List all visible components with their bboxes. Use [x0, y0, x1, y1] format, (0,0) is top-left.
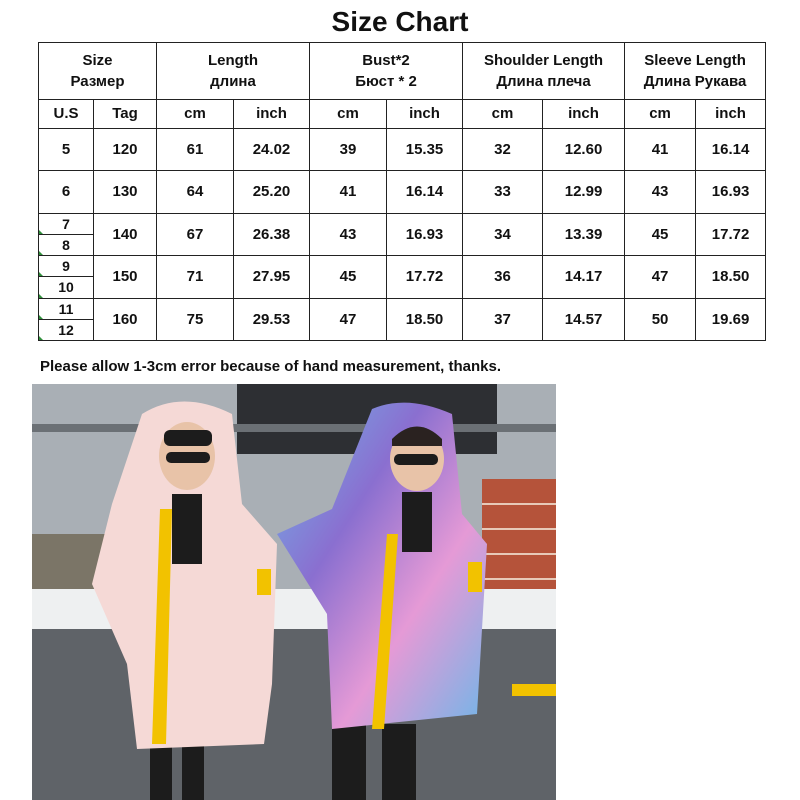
length-cm-cell: 71: [157, 256, 234, 298]
sleeve-cm-cell: 47: [625, 256, 696, 298]
subheader-bust-cm: cm: [310, 99, 387, 128]
sleeve-cm-cell: 43: [625, 171, 696, 213]
sleeve-cm-cell: 41: [625, 128, 696, 170]
table-row: [39, 171, 766, 213]
cell-corner-marker: [39, 251, 43, 255]
cell-corner-marker: [39, 272, 43, 276]
length-inch-cell: 27.95: [234, 256, 310, 298]
sleeve-header-en: Sleeve Length: [644, 51, 746, 69]
length-inch-cell: 29.53: [234, 298, 310, 340]
subheader-length-cm: cm: [157, 99, 234, 128]
length-inch-cell: 25.20: [234, 171, 310, 213]
sleeve-inch-cell: 19.69: [696, 298, 766, 340]
bust-inch-cell: 16.14: [387, 171, 463, 213]
bust-header-en: Bust*2: [362, 51, 410, 69]
subheader-bust-inch: inch: [387, 99, 463, 128]
size-chart-table: [38, 42, 766, 341]
subheader-shoulder-inch: inch: [543, 99, 625, 128]
sleeve-inch-cell: 18.50: [696, 256, 766, 298]
length-inch-cell: 26.38: [234, 213, 310, 255]
page-title: Size Chart: [331, 6, 469, 37]
bust-inch-cell: 18.50: [387, 298, 463, 340]
shoulder-inch-cell: 13.39: [543, 213, 625, 255]
us-size-cell: 7: [39, 213, 94, 234]
boy-sweater: [402, 492, 432, 552]
us-size-cell: 6: [39, 171, 94, 213]
bust-header: [310, 43, 463, 100]
us-size-cell: 12: [39, 319, 94, 340]
length-cm-cell: 61: [157, 128, 234, 170]
sleeve-header-ru: Длина Рукава: [643, 72, 747, 90]
bust-inch-cell: 16.93: [387, 213, 463, 255]
product-photo: [32, 384, 556, 800]
us-size-cell: 8: [39, 234, 94, 255]
tag-cell: 150: [94, 256, 157, 298]
subheader-us: U.S: [39, 99, 94, 128]
boy-sleeve-patch: [468, 562, 482, 592]
shoulder-cm-cell: 34: [463, 213, 543, 255]
subheader-tag: Tag: [94, 99, 157, 128]
tag-cell: 120: [94, 128, 157, 170]
subheader-shoulder-cm: cm: [463, 99, 543, 128]
bust-cm-cell: 45: [310, 256, 387, 298]
bust-inch-cell: 17.72: [387, 256, 463, 298]
us-size-cell: 11: [39, 298, 94, 319]
us-size-cell: 10: [39, 277, 94, 298]
table-row: [39, 256, 766, 277]
shoulder-inch-cell: 14.17: [543, 256, 625, 298]
size-header: [39, 43, 157, 100]
shoulder-inch-cell: 12.99: [543, 171, 625, 213]
shoulder-inch-cell: 12.60: [543, 128, 625, 170]
shoulder-cm-cell: 36: [463, 256, 543, 298]
shoulder-cm-cell: 32: [463, 128, 543, 170]
shoulder-header: [463, 43, 625, 100]
size-header-ru: Размер: [70, 72, 125, 90]
table-row: [39, 298, 766, 319]
tag-cell: 130: [94, 171, 157, 213]
table-row: [39, 213, 766, 234]
table-row: [39, 128, 766, 170]
subheader-length-inch: inch: [234, 99, 310, 128]
shoulder-header-en: Shoulder Length: [483, 51, 604, 69]
us-size-cell: 9: [39, 256, 94, 277]
girl-sweater: [172, 494, 202, 564]
length-inch-cell: 24.02: [234, 128, 310, 170]
bust-header-ru: Бюст * 2: [355, 72, 417, 90]
header-row: [39, 43, 766, 100]
shoulder-cm-cell: 37: [463, 298, 543, 340]
girl-cap: [164, 430, 212, 446]
shoulder-inch-cell: 14.57: [543, 298, 625, 340]
length-header-ru: длина: [210, 72, 256, 90]
girl-sleeve-patch: [257, 569, 271, 595]
shoulder-cm-cell: 33: [463, 171, 543, 213]
photo-yellow-bar: [512, 684, 556, 696]
cell-corner-marker: [39, 294, 43, 298]
shoulder-header-ru: Длина плеча: [496, 72, 591, 90]
length-header-en: Length: [208, 51, 258, 69]
subheader-row: [39, 99, 766, 128]
kids-coat-photo: [32, 384, 556, 800]
us-size-cell: 5: [39, 128, 94, 170]
bust-inch-cell: 15.35: [387, 128, 463, 170]
cell-corner-marker: [39, 336, 43, 340]
length-header: [157, 43, 310, 100]
cell-corner-marker: [39, 230, 43, 234]
boy-sunglasses: [394, 454, 438, 465]
sleeve-cm-cell: 50: [625, 298, 696, 340]
sleeve-inch-cell: 16.93: [696, 171, 766, 213]
length-cm-cell: 64: [157, 171, 234, 213]
sleeve-header: [625, 43, 766, 100]
size-rows: [39, 128, 766, 340]
subheader-sleeve-inch: inch: [696, 99, 766, 128]
sleeve-inch-cell: 17.72: [696, 213, 766, 255]
length-cm-cell: 67: [157, 213, 234, 255]
size-header-en: Size: [82, 51, 113, 69]
bust-cm-cell: 39: [310, 128, 387, 170]
subheader-sleeve-cm: cm: [625, 99, 696, 128]
tag-cell: 160: [94, 298, 157, 340]
measurement-note: Please allow 1-3cm error because of hand measurement, thanks.: [40, 358, 502, 375]
bust-cm-cell: 43: [310, 213, 387, 255]
photo-fence-rail: [32, 424, 556, 432]
tag-cell: 140: [94, 213, 157, 255]
bust-cm-cell: 47: [310, 298, 387, 340]
girl-sunglasses: [166, 452, 210, 463]
cell-corner-marker: [39, 315, 43, 319]
sleeve-inch-cell: 16.14: [696, 128, 766, 170]
sleeve-cm-cell: 45: [625, 213, 696, 255]
length-cm-cell: 75: [157, 298, 234, 340]
bust-cm-cell: 41: [310, 171, 387, 213]
